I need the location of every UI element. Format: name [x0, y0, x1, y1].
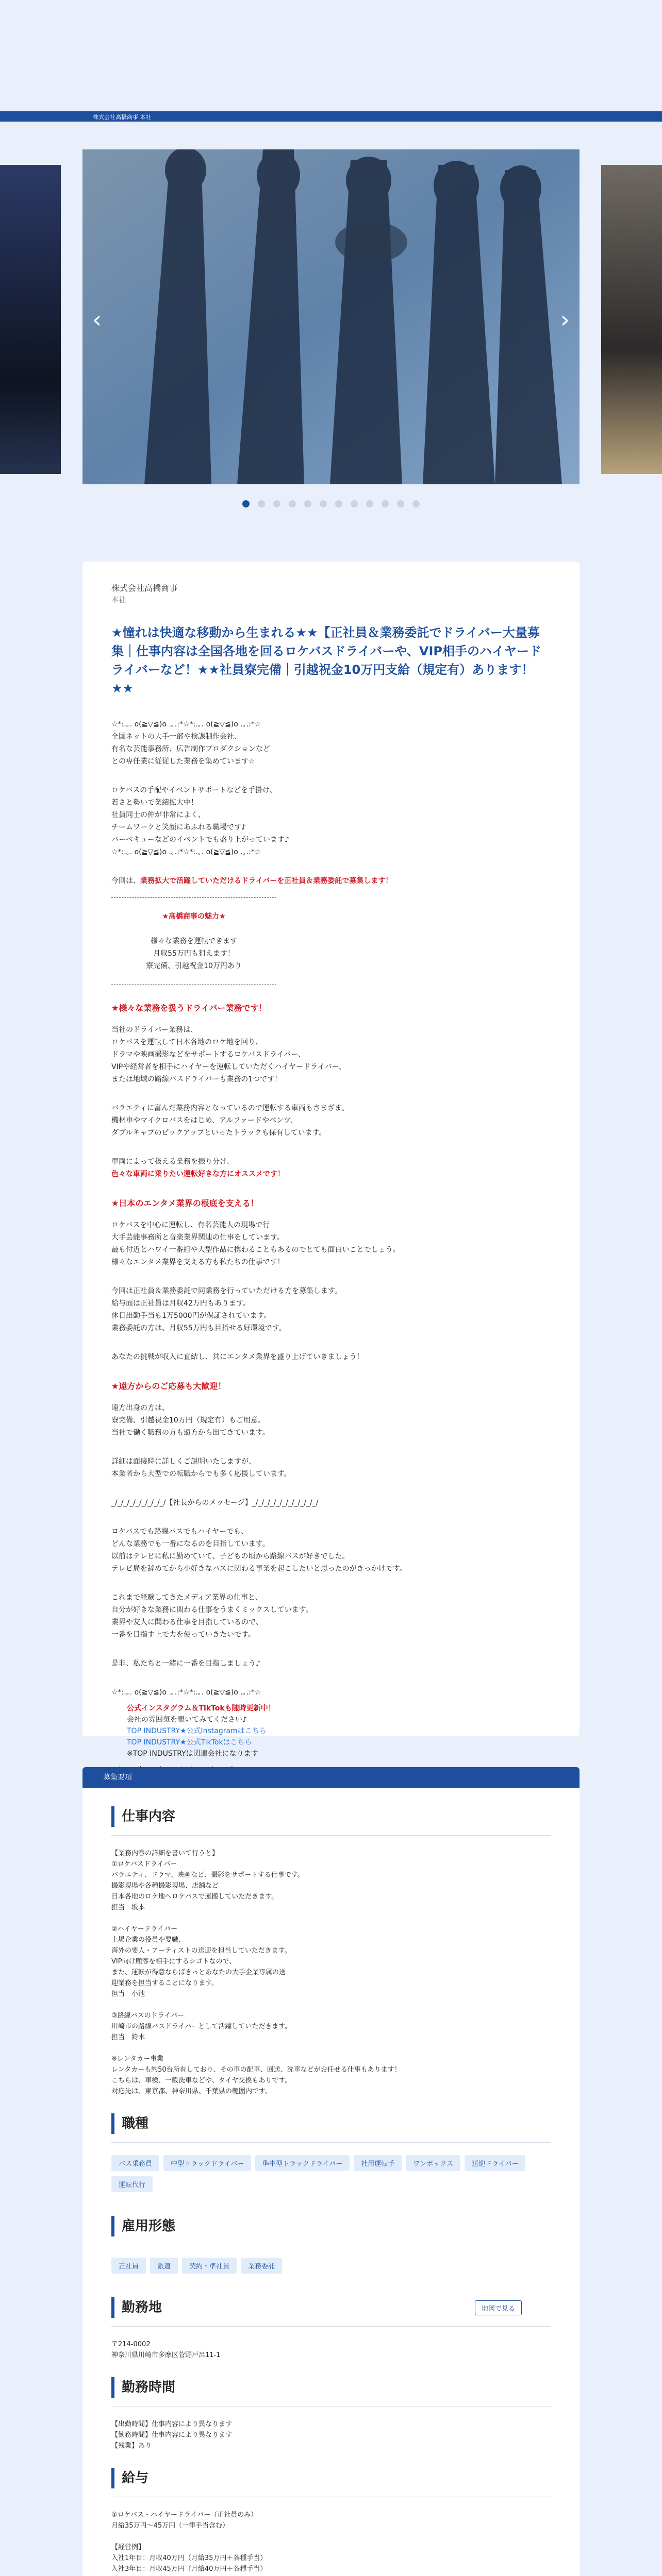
- slider-dot[interactable]: [289, 500, 296, 507]
- slider-dot[interactable]: [366, 500, 373, 507]
- salary-details: ①ロケバス・ハイヤードライバー（正社員のみ） 月給35万円〜45万円（一律手当含む） 【経営例】 入社1年目：月収40万円（月給35万円＋各種手当） 入社3年目：月収45万円（月給40万円＋各種手当）: [111, 2511, 267, 2573]
- intro-paragraph: 今回は正社員＆業務委託で同業務を行っていただける方を募集します。 給与面は正社員は月収42万円もあります。 休日出勤手当も1万5000円が保証されています。 業務委託の方は、月収55万円も目指せる好環境です。: [111, 1287, 342, 1332]
- slider-dot[interactable]: [397, 500, 404, 507]
- tag: 正社員: [111, 2258, 146, 2274]
- slider-dot[interactable]: [273, 500, 280, 507]
- tag: 派遣: [150, 2258, 178, 2274]
- intro-paragraph: 当社のドライバー業務は、 ロケバスを運転して日本各地のロケ地を回り、 ドラマや映画撮影などをサポートするロケバスドライバー、 VIPや経営者を相手にハイヤーを運転していただくハイヤードライバー、 または地域の路線バスドライバーも業務の1つです！: [111, 1026, 346, 1083]
- section-heading: ★日本のエンタメ業界の根底を支える！: [111, 1198, 259, 1208]
- appeal-title: ★高橋商事の魅力★: [162, 912, 226, 921]
- intro-paragraph: バラエティに富んだ業務内容となっているので運転する車両もさまざま。 機材車やマイクロバスをはじめ、アルファードやベンツ、 ダブルキャブのピックアップといったトラックも保有しています。: [111, 1104, 349, 1137]
- company-name: 株式会社高橋商事: [111, 583, 178, 593]
- tiktok-link[interactable]: TOP INDUSTRY★公式TikTokはこちら: [127, 1738, 252, 1747]
- job-headline: ★憧れは快適な移動から生まれる★★【正社員＆業務委託でドライバー大量募集｜仕事内容は全国各地を回るロケバスドライバーや、VIP相手のハイヤードライバーなど！★★社員寮完備｜引越祝金10万円支給（規定有）あります！★★: [111, 625, 541, 696]
- company-type: 本社: [111, 596, 126, 604]
- map-button[interactable]: 地図で見る: [475, 2300, 522, 2315]
- slider-dot[interactable]: [258, 500, 265, 507]
- sns-text: 会社の雰囲気を覗いてみてください♪: [127, 1716, 247, 1724]
- stars-line: ☆*:.｡. o(≧▽≦)o .｡.:*☆*:.｡. o(≧▽≦)o .｡.:*☆: [111, 1688, 261, 1697]
- message-divider: _/_/_/_/_/_/_/_/_/【社長からのメッセージ】_/_/_/_/_/_/_/_/_/_/_/: [111, 1499, 319, 1507]
- slider-dot[interactable]: [320, 500, 327, 507]
- work-location-title: 勤務地: [111, 2297, 551, 2318]
- slide-prev-preview[interactable]: [0, 165, 61, 474]
- chevron-left-icon[interactable]: ‹: [92, 306, 102, 333]
- slider-dot[interactable]: [242, 500, 250, 507]
- intro-paragraph: あなたの挑戦が収入に直結し、共にエンタメ業界を盛り上げていきましょう！: [111, 1353, 364, 1361]
- tag: ワンボックス: [406, 2155, 460, 2171]
- page-top-band: [0, 0, 662, 108]
- intro-paragraph: 全国ネットの大手一部や検課制作会社、 有名な芸能事務所、広告制作プロダクションなど との専任業に従従した業務を集めています☆: [111, 733, 270, 766]
- divider: [111, 2142, 551, 2143]
- tag: 運転代行: [111, 2176, 153, 2192]
- today-prefix: 今回は、: [111, 877, 140, 885]
- shadows-photo: [82, 149, 580, 484]
- intro-paragraph: ロケバスでも路線バスでもハイヤーでも、 どんな業務でも一番になるのを目指しています。 以前はテレビに私に勤めていて、子どもの頃から路線バスが好きでした。 テレビ局を辞めてから小好きなバスに関わる事業を起こしたいと思ったのがきっかけです。: [111, 1528, 407, 1573]
- company-bar: [0, 111, 662, 122]
- instagram-link[interactable]: TOP INDUSTRY★公式Instagramはこちら: [127, 1727, 267, 1735]
- work-hours: 【出勤時間】仕事内容により異なります 【勤務時間】仕事内容により異なります 【残業】あり: [111, 2420, 233, 2450]
- job-description: 【業務内容の詳細を書いて行うと】 ①ロケバスドライバー バラエティ、ドラマ、映画など、撮影をサポートする仕事です。 撮影現場や各種撮影現場、店舗など 日本各地のロケ地へロケバスで運搬していただきます。 担当 坂本 ②ハイヤードライバー 上場企業の役員や要職、 海外の要人・アーティストの送迎を担当していただきます。 VIP向け顧客を相手にするシゴトなので、 また、運転が得意ならばきっとあなたの大手企業専属の送 迎業務を担当することになります。 担当 小池 ③路線バスのドライバー 川崎市の路線バスドライバーとして活躍していただきます。 担当 鈴木 ※レンタカー事業 レンタカーも約50台所有しており、その車の配車、回送、洗車などがお任せる仕事もあります！ こちらは、車検、一般洗車などや、タイヤ交換もありです。 対応先は、東京都、神奈川県、千葉県の範囲内です。: [111, 1850, 401, 2095]
- job-type-title: 職種: [111, 2113, 551, 2134]
- recruit-card: [82, 1767, 580, 2576]
- sns-heading: 公式インスタグラム＆TikTokも随時更新中！: [127, 1704, 275, 1713]
- divider: [111, 2326, 551, 2327]
- intro-paragraph: これまで経験してきたメディア業界の仕事と、 自分が好きな業務に関わる仕事をうまくミックスしています。 業界や友人に聞わる仕事を目指しているので、 一番を目指す上で力を使っていきたいです。: [111, 1594, 313, 1639]
- appeal-lines: 様々な業務を運転できます 月収55万円も狙えます！ 寮完備、引越祝金10万円あり: [146, 937, 242, 970]
- intro-highlight: 色々な車両に乗りたい運転好きな方にオススメです！: [111, 1170, 285, 1178]
- work-hours-title: 勤務時間: [111, 2377, 551, 2398]
- chevron-right-icon[interactable]: ›: [560, 306, 570, 333]
- stars-line: ☆*:.｡. o(≧▽≦)o .｡.:*☆*:.｡. o(≧▽≦)o .｡.:*☆: [111, 848, 261, 856]
- slider-dot[interactable]: [304, 500, 311, 507]
- tag: 中型トラックドライバー: [163, 2155, 251, 2171]
- tag: 契約・準社員: [182, 2258, 237, 2274]
- tag: 業務委託: [241, 2258, 282, 2274]
- today-highlight: 業務拡大で活躍していただけるドライバーを正社員＆業務委託で募集します！: [140, 877, 393, 885]
- tag: 社用運転手: [354, 2155, 402, 2171]
- slider-dot[interactable]: [335, 500, 342, 507]
- job-description-title: 仕事内容: [111, 1806, 551, 1827]
- slider-dots: [0, 500, 662, 510]
- intro-paragraph: 是非、私たちと一緒に一番を目指しましょう♪: [111, 1659, 260, 1668]
- intro-paragraph: 詳細は面接時に詳しくご説明いたしますが、 本業者から大型での転職からでも多く応援しています。: [111, 1458, 291, 1478]
- intro-paragraph: 車両によって扱える業務を振り分け、: [111, 1158, 234, 1166]
- company-bar-text: 株式会社高橋商事 本社: [93, 114, 152, 121]
- tag: バス乗務員: [111, 2155, 159, 2171]
- intro-paragraph: ロケバスを中心に運転し、有名芸能人の現場で行 大手芸能事務所と音楽業界関連の仕事をしています。 最も付近とハワイ一番組や大型作品に携わることもあるのでとても面白いことでしょう。 様々なエンタメ業界を支える方も私たちの仕事です！: [111, 1221, 400, 1266]
- employment-type-title: 雇用形態: [111, 2216, 551, 2236]
- employment-type-tags: [111, 2258, 551, 2279]
- image-slider[interactable]: [0, 149, 662, 489]
- slider-dot[interactable]: [351, 500, 358, 507]
- intro-card: [82, 562, 580, 1758]
- work-location: 〒214-0002 神奈川県川崎市多摩区菅野戸呂11-1: [111, 2341, 221, 2359]
- tag: 送迎ドライバー: [465, 2155, 525, 2171]
- recruit-header: 募集要項: [82, 1767, 580, 1788]
- job-type-tags: [111, 2155, 551, 2197]
- intro-paragraph: ロケバスの手配やイベントサポートなどを手掛け、 若さと勢いで業績拡大中！ 社員同士の仲が非常によく、 チームワークと笑顔にあふれる職場です♪ バーベキューなどのイベントでも盛り上がっています♪: [111, 786, 289, 844]
- section-heading: ★様々な業務を扱うドライバー業務です！: [111, 1003, 267, 1013]
- slider-dot[interactable]: [412, 500, 420, 507]
- sns-note: ※TOP INDUSTRYは関連会社になります: [127, 1750, 258, 1758]
- slide-next-preview[interactable]: [601, 165, 662, 474]
- tag: 準中型トラックドライバー: [255, 2155, 350, 2171]
- section-heading: ★遠方からのご応募も大歓迎！: [111, 1381, 226, 1391]
- slide-main-image: [82, 149, 580, 484]
- salary-title: 給与: [111, 2468, 551, 2488]
- divider: [111, 1835, 551, 1836]
- slider-dot[interactable]: [382, 500, 389, 507]
- intro-paragraph: 遠方出身の方は、 寮完備、引越祝金10万円（規定有）もご用意。 当社で働く職務の方も遠方から出てきています。: [111, 1404, 270, 1437]
- stars-line: ☆*:.｡. o(≧▽≦)o .｡.:*☆*:.｡. o(≧▽≦)o .｡.:*☆: [111, 720, 261, 728]
